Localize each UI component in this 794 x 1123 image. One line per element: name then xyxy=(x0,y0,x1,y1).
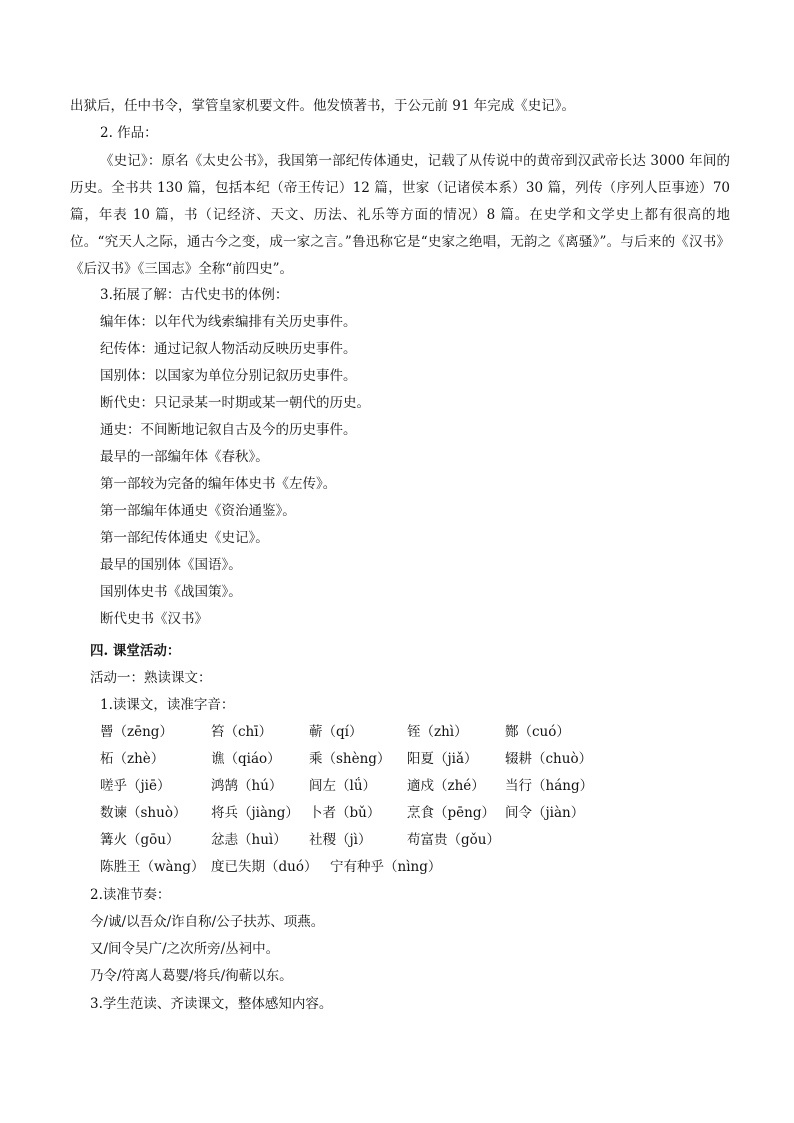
list-item: 第一部纪传体通史《史记》。 xyxy=(100,530,269,546)
pinyin-cell: 度已失期（duó） xyxy=(211,859,318,875)
pinyin-cell: 当行（háng） xyxy=(505,778,594,794)
list-item: 最早的国别体《国语》。 xyxy=(100,557,242,573)
pinyin-cell: 忿恚（huì） xyxy=(211,832,287,848)
list-item: 断代史：只记录某一时期或某一朝代的历史。 xyxy=(100,395,370,411)
pinyin-cell: 烹食（pēng） xyxy=(407,805,495,821)
pinyin-cell: 篝火（gōu） xyxy=(100,832,180,848)
list-item: 纪传体：通过记叙人物活动反映历史事件。 xyxy=(100,341,357,357)
list-item: 国别体：以国家为单位分别记叙历史事件。 xyxy=(100,368,357,384)
pinyin-cell: 柘（zhè） xyxy=(100,751,165,767)
section-4-heading: 四. 课堂活动： xyxy=(90,643,181,659)
step-3-line: 3.学生范读、齐读课文，整体感知内容。 xyxy=(90,996,333,1012)
pinyin-cell: 乘（shèng） xyxy=(309,751,391,767)
pinyin-cell: 谯（qiáo） xyxy=(211,751,281,767)
pinyin-cell: 鸿鹄（hú） xyxy=(211,778,283,794)
rhythm-line: 又/间令吴广/之次所旁/丛祠中。 xyxy=(90,941,280,957)
list-item: 编年体：以年代为线索编排有关历史事件。 xyxy=(100,314,357,330)
list-item: 第一部较为完备的编年体史书《左传》。 xyxy=(100,476,337,492)
pinyin-cell: 间令（jiàn） xyxy=(505,805,585,821)
pinyin-cell: 罾（zēng） xyxy=(100,724,173,740)
pinyin-cell: 数谏（shuò） xyxy=(100,805,187,821)
pinyin-cell: 笞（chī） xyxy=(211,724,273,740)
works-paragraph: 《史记》：原名《太史公书》，我国第一部纪传体通史，记载了从传说中的黄帝到汉武帝长达 3000 年间的历史。全书共 130 篇，包括本纪（帝王传记）12 篇，世家（记诸侯本系）30 篇，列传（序列人臣事迹）70 篇，年表 10 篇，书（记经济、天文、历法、礼乐等方面的情况）8 篇。在史学和文学史上都有很高的地位。“究天人之际，通古今之变，成一家之言。”鲁迅称它是“史家之绝唱，无韵之《离骚》”。与后来的《汉书》《后汉书》《三国志》全称“前四史”。 xyxy=(70,153,730,277)
pinyin-cell: 苟富贵（gǒu） xyxy=(407,832,500,848)
extend-heading: 3.拓展了解：古代史书的体例： xyxy=(100,287,289,303)
pinyin-cell: 蕲（qí） xyxy=(309,724,363,740)
pinyin-cell: 铚（zhì） xyxy=(407,724,468,740)
rhythm-line: 乃令/符离人葛婴/将兵/徇蕲以东。 xyxy=(90,968,293,984)
list-item: 通史：不间断地记叙自古及今的历史事件。 xyxy=(100,422,357,438)
list-item: 最早的一部编年体《春秋》。 xyxy=(100,449,269,465)
rhythm-line: 今/诚/以吾众/诈自称/公子扶苏、项燕。 xyxy=(90,914,325,930)
rhythm-heading: 2.读准节奏： xyxy=(90,887,171,903)
pinyin-cell: 嗟乎（jiē） xyxy=(100,778,171,794)
list-item: 断代史书《汉书》 xyxy=(100,611,208,627)
pinyin-cell: 辍耕（chuò） xyxy=(505,751,593,767)
pinyin-cell: 将兵（jiàng） xyxy=(211,805,299,821)
pinyin-cell: 社稷（jì） xyxy=(309,832,372,848)
pinyin-cell: 卜者（bǔ） xyxy=(309,805,381,821)
pinyin-cell: 宁有种乎（nìng） xyxy=(330,859,442,875)
activity-1-heading: 活动一：熟读课文： xyxy=(90,670,212,686)
list-item: 第一部编年体通史《资治通鉴》。 xyxy=(100,503,296,519)
read-heading: 1.读课文，读准字音： xyxy=(100,697,235,713)
pinyin-cell: 闾左（lǘ） xyxy=(309,778,377,794)
list-item: 国别体史书《战国策》。 xyxy=(100,584,242,600)
pinyin-cell: 適戍（zhé） xyxy=(407,778,485,794)
pinyin-cell: 酂（cuó） xyxy=(505,724,570,740)
works-heading: 2. 作品： xyxy=(100,125,158,141)
pinyin-cell: 陈胜王（wàng） xyxy=(100,859,205,875)
pinyin-cell: 阳夏（jiǎ） xyxy=(407,751,478,767)
text-line-biography-end: 出狱后，任中书令，掌管皇家机要文件。他发愤著书，于公元前 91 年完成《史记》。 xyxy=(70,98,576,114)
